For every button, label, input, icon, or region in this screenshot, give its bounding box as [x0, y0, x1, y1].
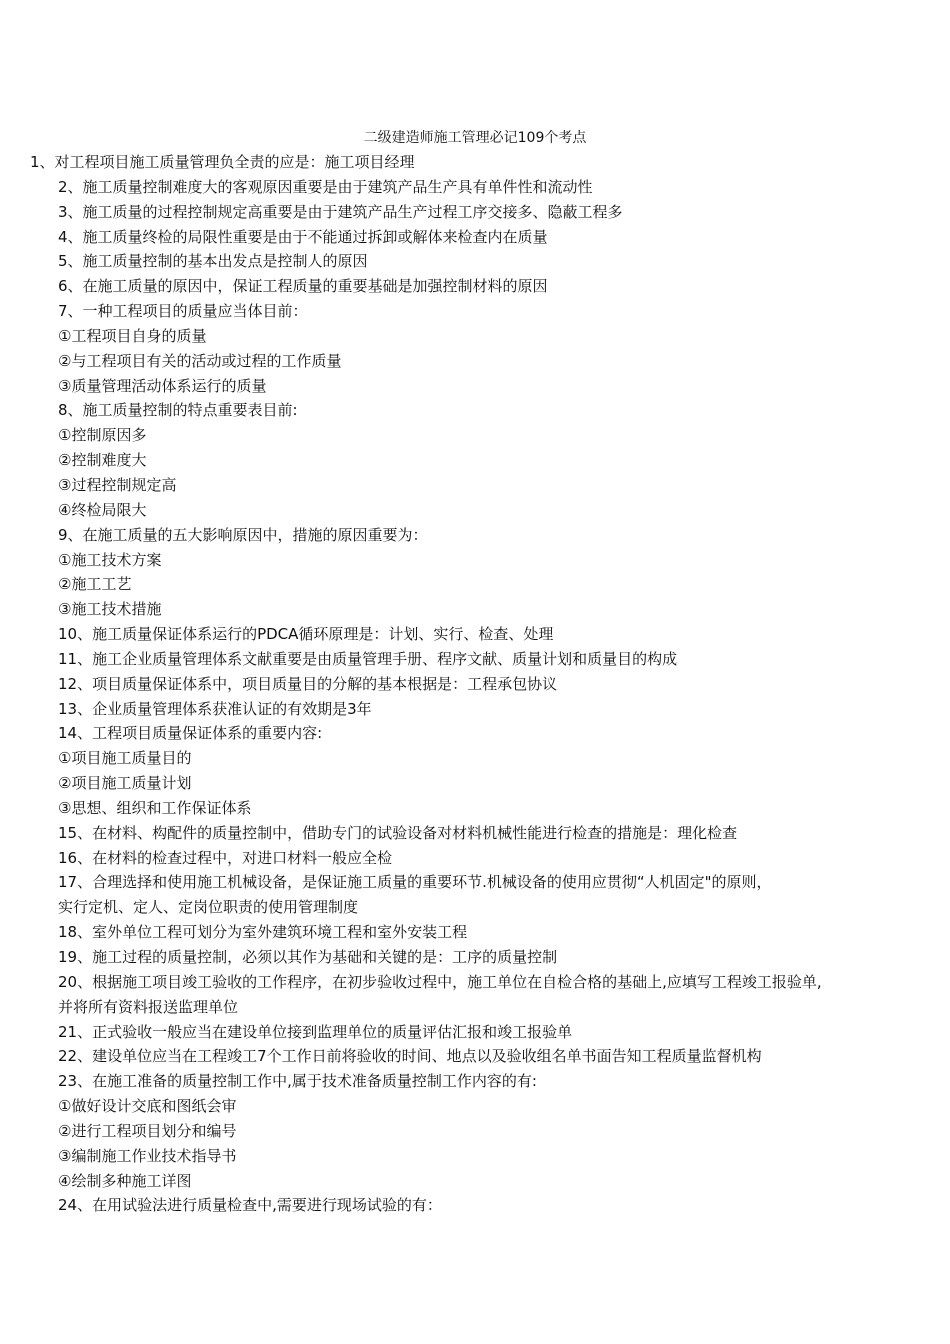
text-line: 7、一种工程项目的质量应当体目前： [58, 302, 308, 321]
text-line: 3、施工质量的过程控制规定高重要是由于建筑产品生产过程工序交接多、隐蔽工程多 [58, 202, 623, 221]
text-line: 14、工程项目质量保证体系的重要内容: [58, 724, 323, 743]
text-line: ①控制原因多 [58, 426, 147, 445]
text-line: ②与工程项目有关的活动或过程的工作质量 [58, 351, 342, 370]
text-line: 15、在材料、构配件的质量控制中，借助专门的试验设备对材料机械性能进行检查的措施是：理化检查 [58, 823, 738, 842]
text-line: 23、在施工准备的质量控制工作中,属于技术准备质量控制工作内容的有: [58, 1072, 537, 1091]
document-body [0, 150, 950, 1218]
text-line: ④绘制多种施工详图 [58, 1171, 192, 1190]
text-line: 10、施工质量保证体系运行的PDCA循环原理是：计划、实行、检查、处理 [58, 625, 554, 644]
text-line: ①工程项目自身的质量 [58, 326, 207, 345]
text-line: 2、施工质量控制难度大的客观原因重要是由于建筑产品生产具有单件性和流动性 [58, 177, 593, 196]
text-line: ③编制施工作业技术指导书 [58, 1146, 237, 1165]
text-line: 17、合理选择和使用施工机械设备，是保证施工质量的重要环节.机械设备的使用应贯彻“人机固定"的原则， [58, 873, 772, 892]
text-line: 20、根据施工项目竣工验收的工作程序，在初步验收过程中，施工单位在自检合格的基础上,应填写工程竣工报验单, [58, 972, 822, 991]
text-line: 21、正式验收一般应当在建设单位接到监理单位的质量评估汇报和竣工报验单 [58, 1022, 573, 1041]
text-line: 12、项目质量保证体系中，项目质量目的分解的基本根据是：工程承包协议 [58, 674, 558, 693]
text-line: ③过程控制规定高 [58, 475, 177, 494]
text-line: ③质量管理活动体系运行的质量 [58, 376, 267, 395]
text-line: ③施工技术措施 [58, 600, 162, 619]
text-line: ③思想、组织和工作保证体系 [58, 798, 252, 817]
text-line: 5、施工质量控制的基本出发点是控制人的原因 [58, 252, 368, 271]
text-line: 16、在材料的检查过程中，对进口材料一般应全检 [58, 848, 393, 867]
text-line: ①项目施工质量目的 [58, 749, 192, 768]
document-title: 二级建造师施工管理必记109个考点 [363, 130, 587, 146]
text-line: 19、施工过程的质量控制，必须以其作为基础和关键的是：工序的质量控制 [58, 948, 558, 966]
text-line: 6、在施工质量的原因中，保证工程质量的重要基础是加强控制材料的原因 [58, 277, 548, 296]
text-line: 9、在施工质量的五大影响原因中，措施的原因重要为： [58, 525, 428, 544]
text-line: 22、建设单位应当在工程竣工7个工作日前将验收的时间、地点以及验收组名单书面告知工程质量监督机构 [58, 1047, 762, 1066]
text-line: ②进行工程项目划分和编号 [58, 1121, 237, 1140]
text-line: ①做好设计交底和图纸会审 [58, 1097, 237, 1116]
text-line: 13、企业质量管理体系获准认证的有效期是3年 [58, 699, 372, 718]
text-line: ②施工工艺 [58, 575, 132, 594]
text-line: 并将所有资料报送监理单位 [58, 997, 239, 1016]
text-line: 4、施工质量终检的局限性重要是由于不能通过拆卸或解体来检查内在质量 [58, 227, 548, 246]
text-line: 18、室外单位工程可划分为室外建筑环境工程和室外安装工程 [58, 923, 468, 942]
text-line: ④终检局限大 [58, 500, 147, 519]
text-line: 11、施工企业质量管理体系文献重要是由质量管理手册、程序文献、质量计划和质量目的构成 [58, 649, 678, 668]
text-line: ②控制难度大 [58, 451, 147, 470]
text-line: 24、在用试验法进行质量检查中,需要进行现场试验的有： [58, 1196, 442, 1215]
text-line: 实行定机、定人、定岗位职责的使用管理制度 [58, 898, 359, 917]
text-line: ②项目施工质量计划 [58, 774, 192, 793]
text-line: ①施工技术方案 [58, 550, 162, 569]
text-line: 1、对工程项目施工质量管理负全责的应是：施工项目经理 [30, 153, 415, 171]
text-line: 8、施工质量控制的特点重要表目前: [58, 401, 298, 420]
